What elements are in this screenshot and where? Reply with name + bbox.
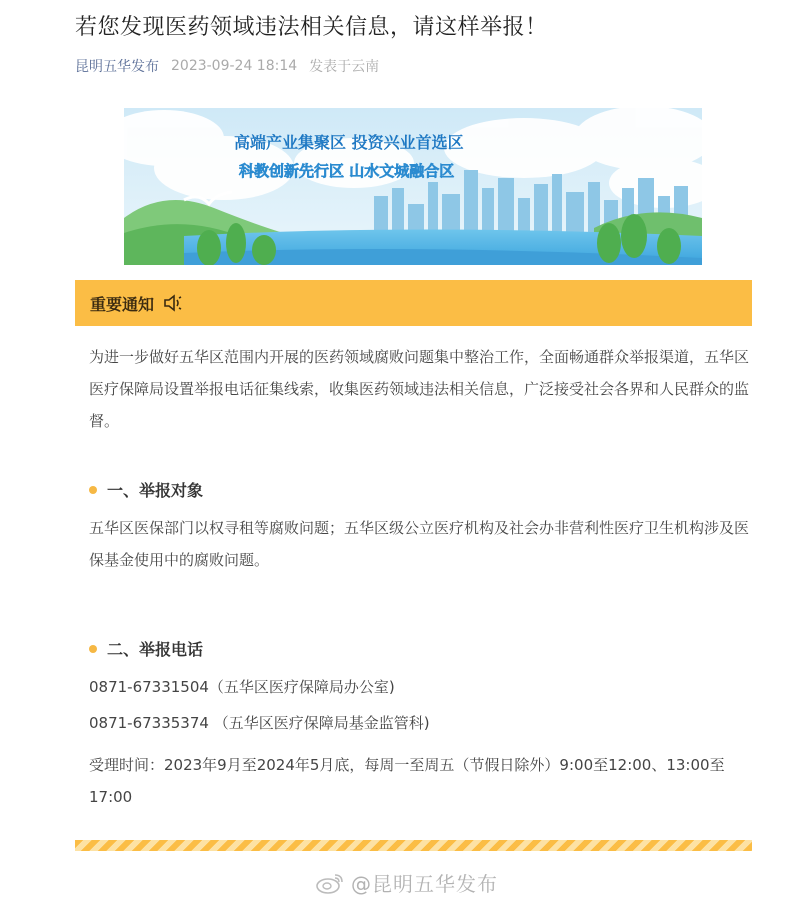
reception-hours: 受理时间：2023年9月至2024年5月底，每周一至周五（节假日除外）9:00至12:00、13:00至17:00	[89, 756, 725, 806]
bullet-dot	[89, 486, 97, 494]
author-link[interactable]: 昆明五华发布	[75, 59, 159, 75]
notice-intro: 为进一步做好五华区范围内开展的医药领域腐败问题集中整治工作，全面畅通群众举报渠道，五华区医疗保障局设置举报电话征集线索，收集医药领域违法相关信息，广泛接受社会各界和人民群众的监督。	[89, 348, 750, 430]
watermark: @昆明五华发布	[315, 868, 498, 897]
publish-datetime: 2023-09-24 18:14	[171, 58, 298, 74]
speaker-icon	[162, 292, 184, 314]
banner-slogan-2: 科教创新先行区 山水文城融合区	[239, 162, 455, 180]
publish-location: 发表于云南	[309, 59, 380, 75]
article-title: 若您发现医药领域违法相关信息，请这样举报！	[75, 15, 548, 40]
banner-image	[124, 108, 702, 265]
decorative-stripe	[75, 840, 752, 851]
section-heading-targets: 一、举报对象	[89, 478, 203, 501]
banner-slogan-1: 高端产业集聚区 投资兴业首选区	[234, 133, 464, 152]
notice-label: 重要通知	[90, 294, 155, 314]
phone-line-1: 0871-67331504（五华区医疗保障局办公室)	[89, 678, 395, 696]
section-heading-phones: 二、举报电话	[89, 637, 203, 660]
article-meta	[75, 56, 379, 76]
phone-line-2: 0871-67335374 （五华区医疗保障局基金监管科)	[89, 714, 430, 732]
bullet-dot	[89, 645, 97, 653]
section-body-targets: 五华区医保部门以权寻租等腐败问题；五华区级公立医疗机构及社会办非营利性医疗卫生机构涉及医保基金使用中的腐败问题。	[89, 519, 750, 569]
notice-bar	[75, 280, 752, 326]
weibo-icon	[315, 871, 345, 895]
